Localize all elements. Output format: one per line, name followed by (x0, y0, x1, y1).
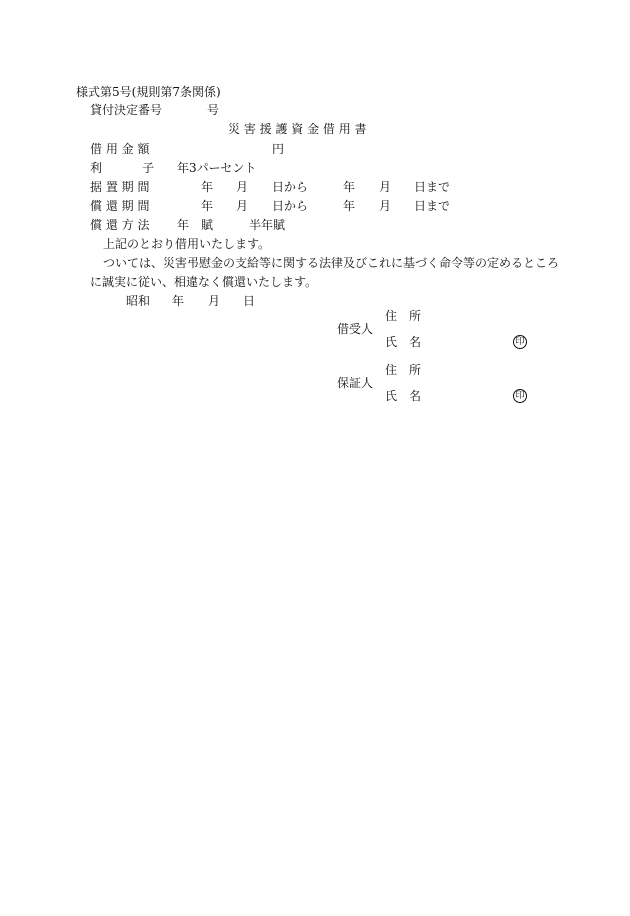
guarantor-name-label: 氏 名 (385, 389, 422, 403)
repayment-method-semiannual: 半年賦 (249, 218, 286, 232)
borrower-role: 借受人 (337, 322, 374, 336)
grace-period-month-2: 月 (379, 180, 392, 194)
guarantor-role: 保証人 (337, 376, 374, 390)
interest-label-1: 利 (90, 161, 103, 175)
grace-period-until: 日まで (414, 180, 451, 194)
loan-decision-number-suffix: 号 (207, 103, 220, 117)
document-title: 災 害 援 護 資 金 借 用 書 (228, 122, 367, 136)
borrower-address-label: 住 所 (385, 309, 422, 323)
borrower-name-label: 氏 名 (385, 335, 422, 349)
grace-period-month-1: 月 (236, 180, 249, 194)
borrower-seal-icon: 印 (513, 335, 527, 349)
date-month: 月 (208, 294, 221, 308)
interest-label-2: 子 (142, 161, 155, 175)
interest-value: 年3パーセント (177, 161, 257, 175)
loan-amount-unit: 円 (272, 142, 285, 156)
statement-obligation-line-2: に誠実に従い、相違なく償還いたします。 (90, 275, 318, 289)
repayment-method-label: 償 還 方 法 (90, 218, 150, 232)
grace-period-from: 日から (272, 180, 309, 194)
date-era: 昭和 (126, 294, 151, 308)
loan-decision-number-label: 貸付決定番号 (90, 103, 163, 117)
repayment-period-year-1: 年 (201, 199, 214, 213)
repayment-period-month-1: 月 (236, 199, 249, 213)
statement-obligation-line-1: ついては、災害弔慰金の支給等に関する法律及びこれに基づく命令等の定めるところ (103, 256, 560, 270)
repayment-period-until: 日まで (414, 199, 451, 213)
guarantor-seal-icon: 印 (513, 389, 527, 403)
form-label: 様式第5号(規則第7条関係) (76, 85, 221, 99)
grace-period-label: 据 置 期 間 (90, 180, 150, 194)
repayment-period-from: 日から (272, 199, 309, 213)
date-day: 日 (243, 294, 256, 308)
grace-period-year-1: 年 (201, 180, 214, 194)
loan-amount-label: 借 用 金 額 (90, 142, 150, 156)
statement-borrow: 上記のとおり借用いたします。 (103, 237, 271, 251)
grace-period-year-2: 年 (343, 180, 356, 194)
guarantor-address-label: 住 所 (385, 363, 422, 377)
repayment-period-year-2: 年 (343, 199, 356, 213)
repayment-method-annual: 年 賦 (177, 218, 214, 232)
repayment-period-label: 償 還 期 間 (90, 199, 150, 213)
date-year: 年 (172, 294, 185, 308)
repayment-period-month-2: 月 (379, 199, 392, 213)
